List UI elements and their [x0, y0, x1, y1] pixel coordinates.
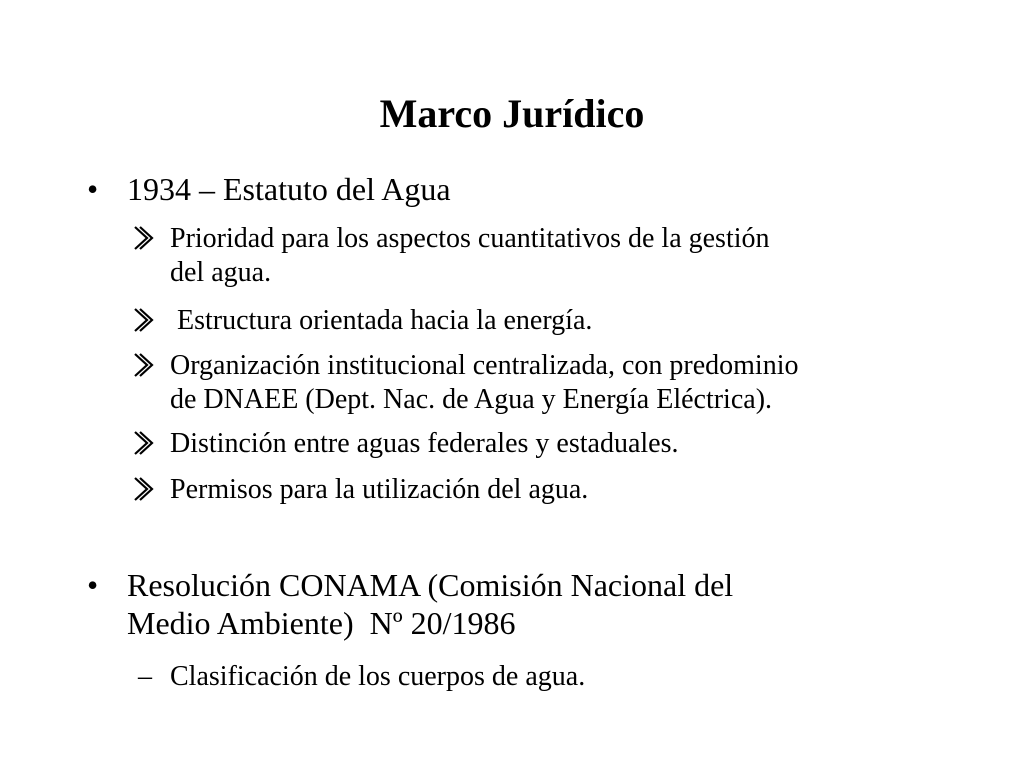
sub-item-line: Distinción entre aguas federales y estaduales. — [170, 428, 679, 459]
sub-item-line: Organización institucional centralizada, con predominio — [170, 350, 799, 381]
bullet-item — [87, 566, 734, 642]
sub-item-line: Permisos para la utilización del agua. — [170, 474, 589, 505]
sub-item-line: Estructura orientada hacia la energía. — [170, 305, 593, 336]
arrow-bullet-icon — [132, 349, 162, 379]
sub-item — [170, 427, 678, 461]
sub-item-line: de DNAEE (Dept. Nac. de Agua y Energía Eléctrica). — [170, 384, 773, 415]
sub-item — [170, 473, 588, 507]
sub-item — [170, 304, 592, 338]
sub-item — [170, 222, 770, 290]
bullet-item — [87, 170, 451, 208]
dash-marker: – — [138, 661, 152, 692]
arrow-bullet-icon — [132, 427, 162, 457]
sub-item-line: del agua. — [170, 257, 272, 288]
bullet-marker: • — [87, 567, 99, 603]
bullet-text-line: Medio Ambiente) Nº 20/1986 — [127, 605, 516, 641]
arrow-bullet-icon — [132, 473, 162, 503]
sub-item — [138, 660, 586, 694]
slide-title: Marco Jurídico — [379, 91, 645, 136]
sub-item-line: Clasificación de los cuerpos de agua. — [170, 661, 586, 692]
bullet-text: 1934 – Estatuto del Agua — [127, 171, 451, 207]
sub-item-line: Prioridad para los aspectos cuantitativos de la gestión — [170, 223, 770, 254]
arrow-bullet-icon — [132, 222, 162, 252]
sub-item — [170, 349, 798, 417]
arrow-bullet-icon — [132, 304, 162, 334]
bullet-text-line: Resolución CONAMA (Comisión Nacional del — [127, 567, 734, 603]
bullet-marker: • — [87, 171, 99, 207]
